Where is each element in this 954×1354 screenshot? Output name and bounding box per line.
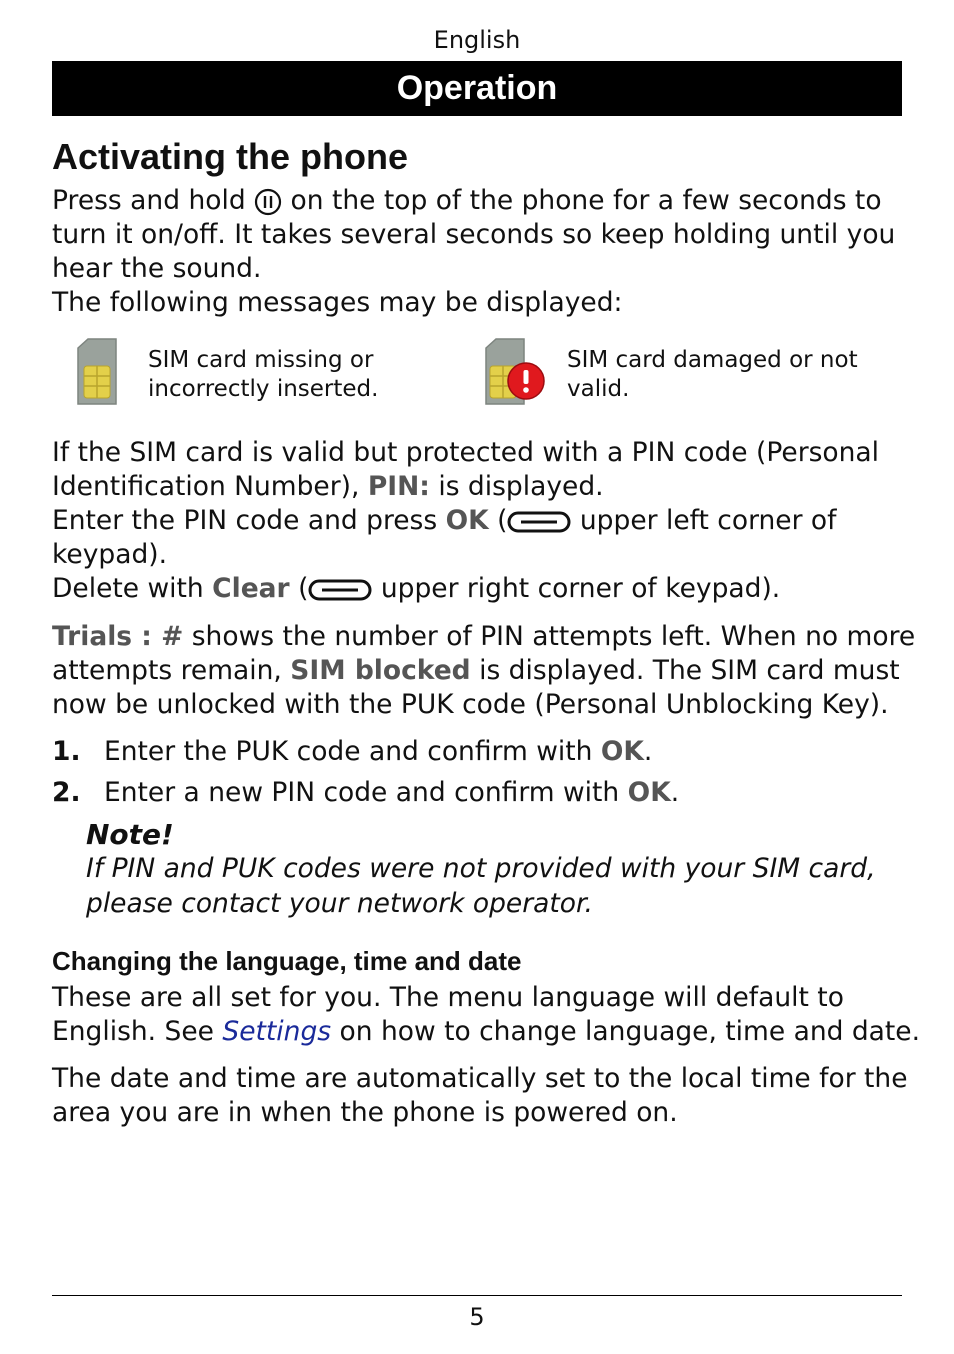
sim-damaged-text: SIM card damaged or not valid. [567, 347, 858, 402]
list-item: 1. Enter the PUK code and confirm with OK. [52, 736, 653, 767]
section-banner: Operation [52, 61, 902, 116]
note-block: Note! If PIN and PUK codes were not provided with your SIM card, please contact your network operator. [86, 818, 876, 919]
note-title: Note! [86, 818, 174, 851]
list-item: 2. Enter a new PIN code and confirm with OK. [52, 777, 680, 808]
language-paragraph: These are all set for you. The menu language will default to English. See Settings on how to change language, time and date. [52, 982, 921, 1047]
page-number: 5 [469, 1303, 485, 1331]
language-label: English [433, 26, 521, 54]
pin-paragraph: If the SIM card is valid but protected with a PIN code (Personal Identification Number), PIN: is displayed. Enter the PIN code and press OK ( upper left corner of keypad). Delete with Clear ( upper right corner of keypad). [52, 437, 880, 604]
intro-paragraph: Press and hold on the top of the phone for a few seconds to turn it on/off. It takes several seconds so keep holding until you hear the sound. The following messages may be displayed: [52, 185, 896, 318]
softkey-left-icon [507, 505, 571, 536]
section-title: Activating the phone [52, 136, 409, 177]
datetime-paragraph: The date and time are automatically set to the local time for the area you are in when the phone is powered on. [52, 1063, 908, 1128]
sim-missing-text: SIM card missing or incorrectly inserted. [148, 347, 379, 402]
softkey-right-icon [308, 573, 372, 604]
sim-missing-icon [76, 338, 118, 406]
subsection-title: Changing the language, time and date [52, 946, 522, 976]
steps-list [52, 735, 912, 810]
footer-divider [52, 1295, 902, 1296]
trials-paragraph: Trials : # shows the number of PIN attempts left. When no more attempts remain, SIM blocked is displayed. The SIM card must now be unlocked with the PUK code (Personal Unblocking Key). [52, 621, 916, 720]
power-icon [254, 185, 282, 216]
settings-link[interactable]: Settings [222, 1016, 332, 1047]
sim-damaged-icon [484, 338, 548, 406]
